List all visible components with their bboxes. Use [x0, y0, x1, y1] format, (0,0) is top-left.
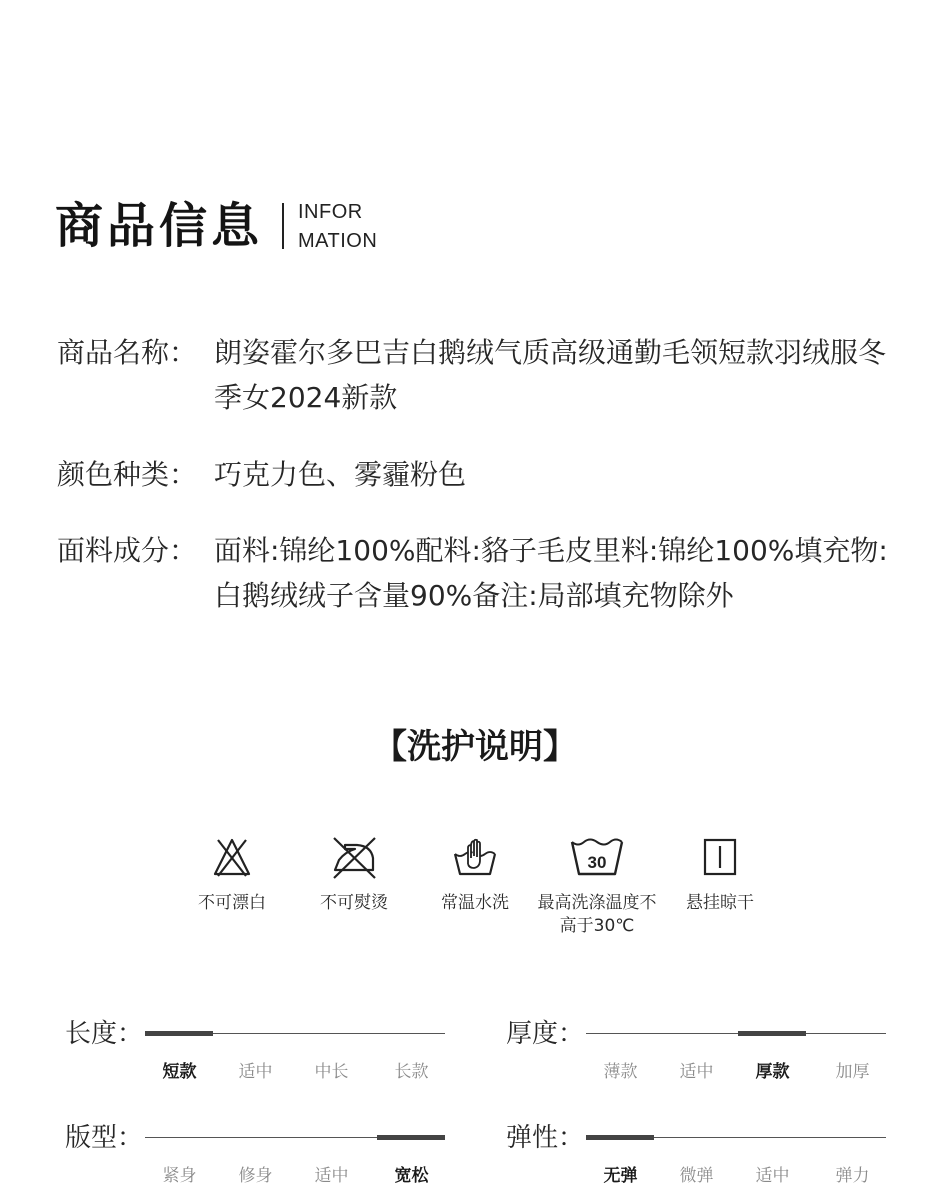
fit-indicator	[377, 1135, 445, 1140]
hand-wash-icon	[452, 834, 498, 880]
care-label-no-bleach: 不可漂白	[198, 893, 266, 913]
product-name-label: 商品名称：	[57, 336, 198, 369]
elasticity-option: 弹力	[835, 1166, 870, 1186]
care-item-wash-30	[537, 834, 657, 938]
color-value: 巧克力色、雾霾粉色	[214, 458, 467, 491]
wash-30-icon	[569, 834, 625, 880]
fit-scale	[65, 1120, 455, 1186]
elasticity-option: 适中	[755, 1166, 790, 1186]
care-item-hang-dry	[660, 834, 780, 915]
product-name-value: 朗姿霍尔多巴吉白鹅绒气质高级通勤毛领短款羽绒服冬季女2024新款	[214, 336, 887, 414]
thickness-option: 厚款	[755, 1062, 790, 1082]
color-label: 颜色种类：	[57, 458, 198, 491]
care-item-hand-wash	[415, 834, 535, 915]
care-label-hand-wash: 常温水洗	[441, 893, 509, 913]
thickness-option: 薄款	[603, 1062, 638, 1082]
thickness-option: 适中	[679, 1062, 714, 1082]
length-option: 中长	[314, 1062, 349, 1082]
material-label: 面料成分：	[57, 534, 198, 567]
thickness-option: 加厚	[835, 1062, 870, 1082]
elasticity-option: 无弹	[603, 1166, 638, 1186]
care-label-hang-dry: 悬挂晾干	[686, 893, 754, 913]
fit-track	[145, 1137, 445, 1186]
section-title: 商品信息	[55, 198, 264, 254]
elasticity-title: 弹性：	[506, 1123, 585, 1153]
length-option: 短款	[162, 1062, 197, 1082]
length-option: 长款	[394, 1062, 429, 1082]
care-item-no-iron	[294, 834, 414, 915]
thickness-indicator	[738, 1031, 806, 1036]
material-value: 面料:锦纶100%配料:貉子毛皮里料:锦纶100%填充物:白鹅绒绒子含量90%备注:局部填充物除外	[214, 534, 888, 612]
care-label-wash-30: 最高洗涤温度不高于30℃	[537, 893, 657, 936]
care-title: 【洗护说明】	[373, 727, 577, 767]
no-iron-icon	[331, 834, 377, 880]
length-indicator	[145, 1031, 213, 1036]
fit-option: 修身	[238, 1166, 273, 1186]
hang-dry-icon	[697, 834, 743, 880]
care-label-no-iron: 不可熨烫	[320, 893, 388, 913]
fit-title: 版型：	[65, 1123, 144, 1153]
care-item-no-bleach	[172, 834, 292, 915]
no-bleach-icon	[209, 834, 255, 880]
thickness-track	[586, 1033, 886, 1082]
thickness-title: 厚度：	[506, 1019, 585, 1049]
title-en-line2: MATION	[298, 230, 378, 252]
title-en-line1: INFOR	[298, 201, 363, 223]
fit-option: 适中	[314, 1166, 349, 1186]
length-scale	[65, 1016, 455, 1082]
fit-option: 紧身	[162, 1166, 197, 1186]
wash-temp-text: 30	[587, 853, 607, 872]
elasticity-indicator	[586, 1135, 654, 1140]
elasticity-track	[586, 1137, 886, 1186]
section-title-en	[298, 198, 377, 256]
thickness-scale	[506, 1016, 896, 1082]
title-divider	[282, 203, 284, 249]
length-option: 适中	[238, 1062, 273, 1082]
length-track	[145, 1033, 445, 1082]
fit-option: 宽松	[394, 1166, 429, 1186]
length-title: 长度：	[65, 1019, 144, 1049]
elasticity-scale	[506, 1120, 896, 1186]
elasticity-option: 微弹	[679, 1166, 714, 1186]
